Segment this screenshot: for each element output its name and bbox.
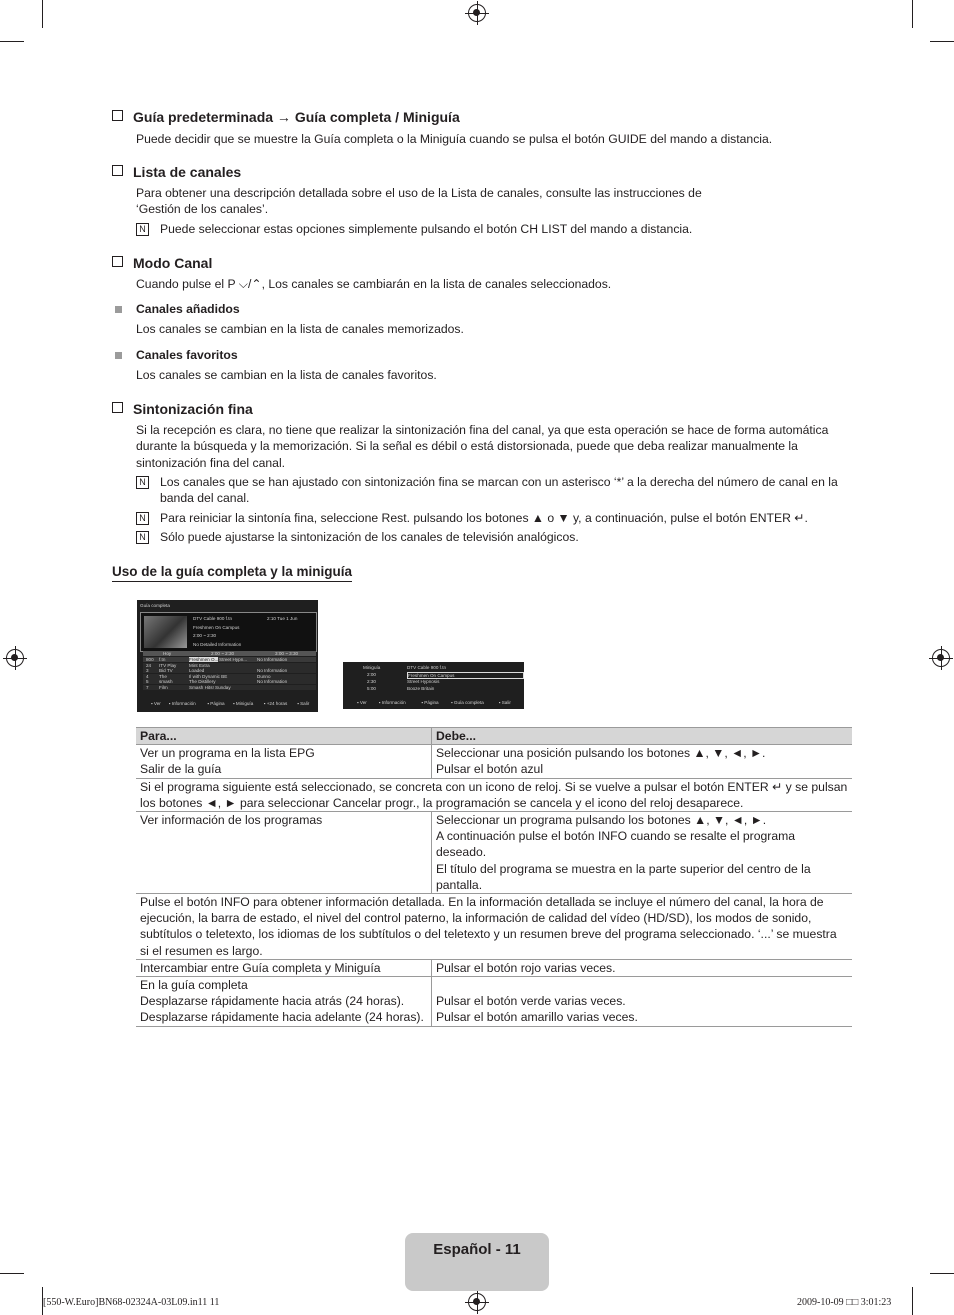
cell-line: Pulsar el botón verde varias veces. — [436, 994, 626, 1009]
section-heading — [112, 109, 460, 126]
cell-line — [436, 977, 848, 993]
mini-program: Freshmen On Campus — [407, 672, 524, 679]
section-heading — [112, 255, 212, 272]
guide-cell: 3 — [146, 668, 149, 674]
footer-label: ▪ Información — [168, 701, 196, 706]
heading-text: Sintonización fina — [133, 401, 253, 417]
crop-mark — [0, 41, 24, 42]
footer-label: ▪ Guía completa — [451, 700, 484, 705]
table-cell: Ver información de los programas — [136, 812, 432, 894]
registration-mark-icon — [932, 649, 950, 667]
guide-title: Guía completa — [140, 603, 170, 608]
guide-cell: Loaded — [189, 668, 205, 674]
note-text: Para reiniciar la sintonía fina, seleccione Rest. pulsando los botones ▲ o ▼ y, a continuación, pulse el botón ENTER ↵. — [160, 511, 808, 525]
grid-header-cell: 3:00 ~ 3:30 — [275, 651, 299, 656]
grid-header-cell: Hoy — [163, 651, 172, 656]
table-cell: Salir de la guía — [136, 761, 432, 778]
guide-cell: smash — [159, 679, 173, 685]
table-cell: Pulse el botón INFO para obtener información detallada. En la información detallada se incluye el número del canal, la hora de ejecución, la barra de estado, el nivel del control paterno, la información de calidad del vídeo (HD/SD), los modos de sonido, subtítulos o teletexto, los idiomas de los subtítulos o del teletexto y un resumen breve del programa seleccionado. ‘...’ se muestra si el resumen es largo. — [136, 894, 852, 960]
guide-cell: The Distillery — [189, 679, 216, 685]
print-slug-right: 2009-10-09 □□ 3:01:23 — [797, 1297, 892, 1308]
cell-line: A continuación pulse el botón INFO cuando se resalte el programa deseado. — [436, 829, 796, 860]
table-cell: Ver un programa en la lista EPG — [136, 745, 432, 762]
note-text: Los canales que se han ajustado con sintonización fina se marcan con un asterisco ‘*’ a la derecha del número de canal en la banda del canal. — [160, 475, 838, 506]
program-slot: 2:00 ~ 2:30 — [193, 633, 217, 638]
cell-line: Desplazarse rápidamente hacia adelante (24 horas). — [140, 1010, 424, 1025]
guide-cell: Smash Hits! Sunday — [189, 685, 231, 690]
table-header: Para... — [136, 728, 432, 745]
footer-label: ▪ Ver — [151, 701, 161, 706]
guide-cell: ITV Play — [159, 662, 177, 668]
guide-cell: 800 — [146, 657, 154, 662]
table-row — [136, 745, 852, 762]
note-text: Sólo puede ajustarse la sintonización de los canales de televisión analógicos. — [160, 530, 579, 544]
checkbox-bullet-icon — [112, 402, 123, 413]
preview-thumbnail — [144, 616, 187, 648]
crop-mark — [0, 1273, 24, 1274]
program-info: No Detailed Information — [193, 642, 242, 647]
table-cell: Seleccionar una posición pulsando los botones ▲, ▼, ◄, ►. — [436, 746, 766, 761]
print-slug-left: [550-W.Euro]BN68-02324A-03L09.in11 11 — [43, 1297, 220, 1308]
subheading: Canales favoritos — [136, 348, 238, 362]
cell-line: Pulsar el botón amarillo varias veces. — [436, 1010, 638, 1025]
table-cell: Si el programa siguiente está seleccionado, se concreta con un icono de reloj. Si se vuelve a pulsar el botón ENTER ↵ y se pulsan los botones ◄, ► para seleccionar Cancelar progr., la programación se cancela y el icono del reloj desaparece. — [136, 778, 852, 811]
guide-cell: Il with Dynamic BE — [189, 673, 228, 679]
guide-row — [143, 663, 316, 668]
mini-time: 2:00 — [367, 672, 376, 677]
mini-title: Miniguía — [363, 665, 381, 670]
table-row — [136, 977, 852, 1027]
paragraph: Puede decidir que se muestre la Guía completa o la Miniguía cuando se pulsa el botón GUIDE del mando a distancia. — [136, 132, 773, 146]
note-icon: N — [136, 476, 149, 489]
guide-cell: Dunno — [257, 673, 271, 679]
table-cell: Pulsar el botón azul — [432, 761, 853, 778]
table-cell: Pulsar el botón rojo varias veces. — [432, 959, 853, 976]
footer-label: ▪ Miniguía — [233, 701, 254, 706]
table-row — [136, 959, 852, 976]
paragraph: Si la recepción es clara, no tiene que realizar la sintonización fina del canal, ya que esta operación se hace de forma automática durante la búsqueda y la memorización. Si la señal es débil o está distorsionada, puede que deba realizar manualmente la sintonización fina del canal. — [136, 423, 829, 470]
square-bullet-icon — [115, 306, 122, 313]
table-row — [136, 761, 852, 778]
guide-cell: Mint Extra — [189, 662, 210, 668]
guide-cell: Freshmen O... — [189, 657, 219, 662]
mini-program: Street Hypnosis — [407, 679, 440, 684]
cell-line: Seleccionar un programa pulsando los botones ▲, ▼, ◄, ►. — [436, 813, 767, 828]
mini-channel: DTV Cable 900 f.tn — [407, 665, 447, 670]
footer-label: ▪ Ver — [357, 700, 367, 705]
registration-mark-icon — [6, 649, 24, 667]
registration-mark-icon — [468, 4, 486, 22]
footer-label: ▪ +24 horas — [263, 701, 288, 706]
mini-time: 5:00 — [367, 686, 376, 691]
footer-label: ▪ Página — [421, 700, 439, 705]
heading-text: Lista de canales — [133, 164, 242, 180]
page-number-tab: Español - 11 — [405, 1233, 549, 1291]
crop-mark — [912, 1287, 913, 1315]
footer-label: ▪ Información — [378, 700, 406, 705]
crop-mark — [930, 41, 954, 42]
cell-line: Desplazarse rápidamente hacia atrás (24 horas). — [140, 994, 405, 1009]
instructions-table — [136, 727, 852, 1027]
table-row — [136, 812, 852, 894]
guide-cell: 7 — [146, 685, 149, 690]
guide-row — [143, 668, 316, 673]
footer-label: ▪ Salir — [498, 700, 511, 705]
mini-row — [343, 679, 524, 685]
footer-label: ▪ Página — [207, 701, 225, 706]
registration-mark-icon — [468, 1293, 486, 1311]
table-header: Debe... — [432, 728, 853, 745]
preview-panel — [140, 612, 317, 652]
table-row — [136, 778, 852, 811]
guide-cell: Film — [159, 685, 168, 690]
paragraph: Los canales se cambian en la lista de canales memorizados. — [136, 322, 464, 336]
mini-program: Booze Britain — [407, 686, 435, 691]
clock: 2:10 Tue 1 Jun — [267, 616, 298, 621]
table-row — [136, 894, 852, 960]
guide-cell: f.tn — [159, 657, 166, 662]
grid-header — [143, 651, 316, 656]
checkbox-bullet-icon — [112, 256, 123, 267]
heading-text: Modo Canal — [133, 255, 213, 271]
guide-row — [143, 657, 316, 662]
heading-text: Guía predeterminada → Guía completa / Miniguía — [133, 109, 460, 125]
mini-row — [343, 672, 524, 678]
note-text: Puede seleccionar estas opciones simplemente pulsando el botón CH LIST del mando a distancia. — [160, 222, 693, 236]
program-title: Freshmen On Campus — [193, 625, 240, 630]
guide-row — [143, 685, 316, 690]
guide-cell: The — [159, 673, 167, 679]
table-cell: Intercambiar entre Guía completa y Miniguía — [136, 959, 432, 976]
section-heading — [112, 164, 241, 181]
guide-cell: No Information — [257, 657, 288, 662]
note-icon: N — [136, 531, 149, 544]
guide-row — [143, 674, 316, 679]
table-cell — [136, 977, 432, 1027]
footer-label: ▪ Salir — [297, 701, 310, 706]
crop-mark — [42, 0, 43, 28]
note-icon: N — [136, 512, 149, 525]
guide-cell: 4 — [146, 673, 149, 679]
mini-guide-screenshot — [343, 662, 524, 709]
paragraph: Cuando pulse el P ⌵/⌃, Los canales se cambiarán en la lista de canales seleccionados. — [136, 277, 612, 291]
guide-cell: 5 — [146, 679, 149, 685]
guide-row — [143, 679, 316, 684]
section-title: Uso de la guía completa y la miniguía — [112, 564, 352, 582]
cell-line: En la guía completa — [140, 978, 248, 993]
checkbox-bullet-icon — [112, 165, 123, 176]
grid-header-cell: 2:00 ~ 2:30 — [211, 651, 235, 656]
cell-line: El título del programa se muestra en la parte superior del centro de la pantalla. — [436, 861, 811, 892]
table-header-row — [136, 728, 852, 745]
mini-row — [343, 686, 524, 692]
guide-cell: Street Hypn... — [219, 657, 248, 662]
paragraph: Para obtener una descripción detallada sobre el uso de la Lista de canales, consulte las instrucciones de ‘Gestión de los canales’. — [136, 186, 702, 217]
mini-time: 2:30 — [367, 679, 376, 684]
section-heading — [112, 401, 253, 418]
paragraph: Los canales se cambian en la lista de canales favoritos. — [136, 368, 437, 382]
guide-cell: No Information — [257, 668, 288, 674]
crop-mark — [930, 1273, 954, 1274]
table-cell — [432, 812, 853, 894]
full-guide-screenshot — [137, 600, 318, 712]
guide-cell: 24 — [146, 662, 152, 668]
crop-mark — [912, 0, 913, 28]
table-cell — [432, 977, 853, 1027]
square-bullet-icon — [115, 352, 122, 359]
subheading: Canales añadidos — [136, 302, 240, 316]
channel-name: DTV Cable 900 f.tn — [193, 616, 233, 621]
guide-cell: No Information — [257, 679, 288, 685]
guide-cell: Bid TV — [159, 668, 173, 674]
note-icon: N — [136, 223, 149, 236]
checkbox-bullet-icon — [112, 110, 123, 121]
